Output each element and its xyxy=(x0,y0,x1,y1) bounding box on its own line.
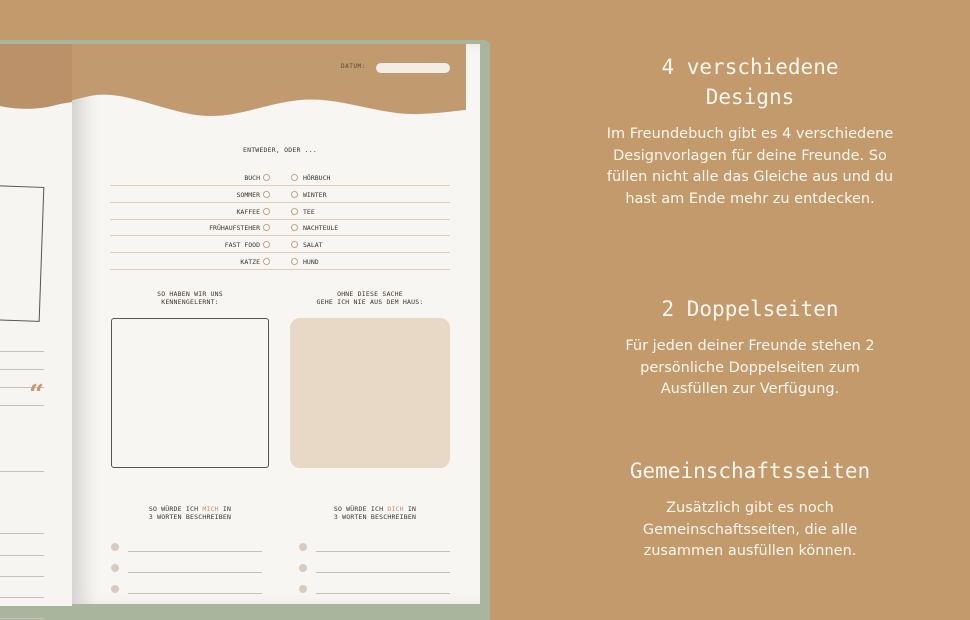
left-write-line xyxy=(0,471,44,472)
choice-right-checkbox[interactable] xyxy=(291,258,298,265)
feature-text: Zusätzlich gibt es noch Gemeinschaftsseiten, die alle zusammen ausfüllen können. xyxy=(642,500,858,559)
met-photo-frame xyxy=(111,318,269,468)
choice-left-label: KATZE xyxy=(240,258,260,266)
word-bullet xyxy=(299,543,307,551)
three-words-label: 3 WORTEN BESCHREIBEN xyxy=(148,513,232,521)
choice-right-label: NACHTEULE xyxy=(303,224,339,233)
describe-me-prefix: SO WÜRDE ICH xyxy=(148,505,203,513)
feature-text: Für jeden deiner Freunde stehen 2 persönliche Doppelseiten zum Ausfüllen zur Verfügung. xyxy=(625,338,875,397)
choice-left-label: FRÜHAUFSTEHER xyxy=(209,224,260,233)
left-write-line xyxy=(0,555,44,556)
choice-left-label: SOMMER xyxy=(236,190,260,199)
feature-title-line1: 2 Doppelseiten xyxy=(661,297,839,321)
choice-row xyxy=(110,254,450,270)
choice-right-checkbox[interactable] xyxy=(291,174,298,181)
word-line xyxy=(316,551,450,552)
choice-divider xyxy=(110,269,450,270)
choice-row xyxy=(110,187,450,203)
choice-row xyxy=(110,220,450,236)
feature-community-pages xyxy=(560,456,940,563)
word-line xyxy=(128,551,262,552)
date-label: DATUM: xyxy=(341,63,366,70)
word-line xyxy=(316,572,450,573)
left-write-line xyxy=(0,597,44,598)
choice-right-checkbox[interactable] xyxy=(291,224,298,231)
feature-designs xyxy=(560,52,940,210)
describe-you-highlight: DICH xyxy=(387,505,404,513)
choice-right-label: HUND xyxy=(303,258,319,266)
thing-title-line1: OHNE DIESE SACHE xyxy=(337,290,403,298)
describe-you-suffix: IN xyxy=(403,505,417,513)
word-line xyxy=(128,593,262,594)
met-title-line1: SO HABEN WIR UNS xyxy=(157,290,223,298)
met-title-line2: KENNENGELERNT: xyxy=(161,298,219,306)
left-write-line xyxy=(0,576,44,577)
left-write-line xyxy=(0,369,44,370)
choice-left-label: KAFFEE xyxy=(236,207,260,216)
left-photo-frame xyxy=(0,185,44,322)
feature-title xyxy=(560,52,940,112)
choice-left-checkbox[interactable] xyxy=(263,174,270,181)
choice-right-checkbox[interactable] xyxy=(291,241,298,248)
choice-left-checkbox[interactable] xyxy=(263,208,270,215)
describe-you-prefix: SO WÜRDE ICH xyxy=(333,505,388,513)
choice-row xyxy=(110,204,450,220)
left-write-line xyxy=(0,351,44,352)
word-line xyxy=(316,593,450,594)
feature-title xyxy=(560,294,940,324)
quote-mark: “ xyxy=(29,380,44,410)
choice-left-checkbox[interactable] xyxy=(263,241,270,248)
left-write-line xyxy=(0,618,44,619)
word-bullet xyxy=(111,564,119,572)
choice-right-label: WINTER xyxy=(303,190,327,199)
choice-right-label: HÖRBUCH xyxy=(303,174,331,182)
word-bullet xyxy=(299,564,307,572)
thing-title xyxy=(290,290,450,306)
thing-photo-box xyxy=(290,318,450,468)
word-bullet xyxy=(111,543,119,551)
choice-left-checkbox[interactable] xyxy=(263,191,270,198)
describe-me-highlight: MICH xyxy=(202,505,219,513)
thing-title-line2: GEHE ICH NIE AUS DEM HAUS: xyxy=(316,298,424,306)
three-words-label: 3 WORTEN BESCHREIBEN xyxy=(333,513,417,521)
feature-title-line1: Gemeinschaftsseiten xyxy=(629,459,871,483)
choice-left-label: FAST FOOD xyxy=(224,241,260,250)
word-bullet xyxy=(299,585,307,593)
describe-me-suffix: IN xyxy=(218,505,232,513)
describe-me-title xyxy=(105,505,275,521)
feature-text: Im Freundebuch gibt es 4 verschiedene Designvorlagen für deine Freunde. So füllen nicht alle das Gleiche aus und du hast am Ende mehr zu entdecken. xyxy=(606,126,894,207)
choice-right-checkbox[interactable] xyxy=(291,191,298,198)
feature-title-line2: Designs xyxy=(705,85,795,109)
describe-you-title xyxy=(290,505,460,521)
left-write-line xyxy=(0,533,44,534)
feature-double-pages xyxy=(560,294,940,401)
word-bullet xyxy=(111,585,119,593)
word-line xyxy=(128,572,262,573)
choice-left-label: BUCH xyxy=(244,174,260,182)
choice-right-label: SALAT xyxy=(303,241,323,250)
date-field xyxy=(376,63,450,73)
choice-row xyxy=(110,237,450,253)
met-title xyxy=(110,290,270,306)
feature-title xyxy=(560,456,940,486)
choice-right-checkbox[interactable] xyxy=(291,208,298,215)
header-wave xyxy=(0,44,480,140)
choice-left-checkbox[interactable] xyxy=(263,224,270,231)
choice-left-checkbox[interactable] xyxy=(263,258,270,265)
choice-right-label: TEE xyxy=(303,207,315,216)
either-or-title: ENTWEDER, ODER ... xyxy=(242,146,318,154)
feature-title-line1: 4 verschiedene xyxy=(661,55,839,79)
choice-row xyxy=(110,170,450,186)
